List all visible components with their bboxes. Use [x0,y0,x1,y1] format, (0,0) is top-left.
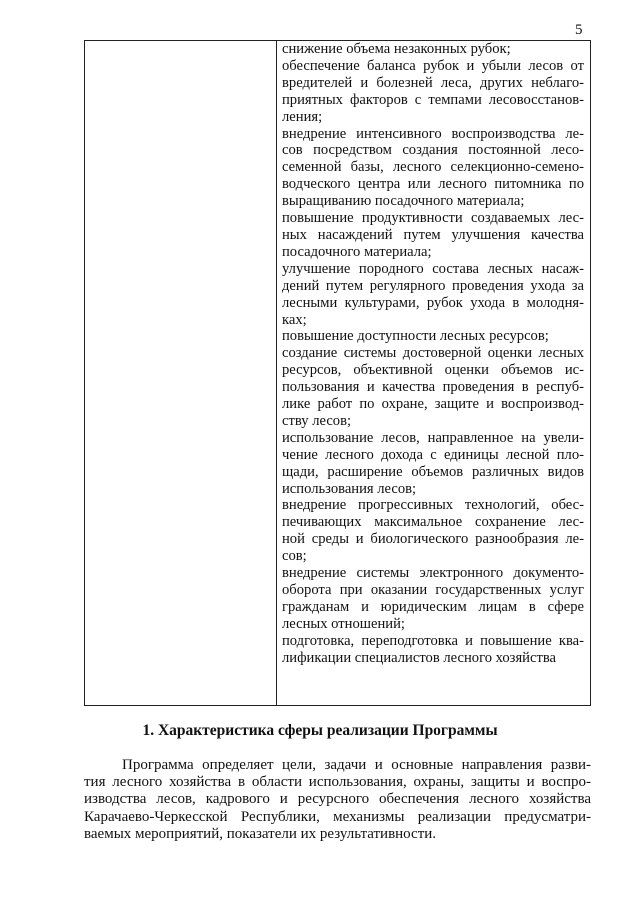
table-text-line: подготовка, переподготовка и повышение ква- [282,632,584,649]
table-text-line: пользования и качества проведения в респуб- [282,379,584,396]
table-text-line: улучшение породного состава лесных насаж- [282,260,584,277]
table-text-line: посадочного материала; [282,243,432,260]
table-text-line: гражданам и юридическим лицам в сфере [282,598,584,615]
table-text-line: выращиванию посадочного материала; [282,193,525,210]
table-text-line: водческого центра или лесного питомника по [282,176,584,193]
table-text-line: повышение доступности лесных ресурсов; [282,328,549,345]
table-text-line: оборота при оказании государственных услуг [282,582,584,598]
table-text-line: повышение продуктивности создаваемых лес- [282,210,584,227]
table-text-line: щади, расширение объемов различных видов [282,463,584,480]
table-text-line: лификации специалистов лесного хозяйства [282,649,556,666]
table-text-line: использование лесов, направленное на увели- [282,429,584,446]
paragraph-line: Карачаево-Черкесской Республики, механизмы реализации предусматри- [84,808,591,825]
table-text-line: внедрение интенсивного воспроизводства ле- [282,125,584,142]
page-number: 5 [575,22,583,38]
paragraph-line: ваемых мероприятий, показатели их результативности. [84,825,437,842]
table-text-line: сов; [282,548,307,565]
table-text-line: ных насаждений путем улучшения качества [282,226,584,243]
table-text-line: снижение объема незаконных рубок; [282,41,511,57]
table-text-line: вредителей и болезней леса, других неблаго- [282,74,584,91]
table-text-line: сов посредством создания постоянной лесо- [282,142,584,159]
table-text-line: использования лесов; [282,480,417,497]
section-heading: 1. Характеристика сферы реализации Программы [142,722,498,739]
section-paragraph [84,757,591,843]
table-text-line: ной среды и биологического разнообразия ле- [282,531,584,548]
table-text-line: чение лесного дохода с единицы лесной пло- [282,446,584,463]
table-text-line: обеспечение баланса рубок и убыли лесов от [282,57,584,74]
table-text-line: ках; [282,311,307,328]
measures-table [84,40,591,706]
table-text-line: печивающих максимальное сохранение лес- [282,514,584,531]
table-text-line: внедрение прогрессивных технологий, обес- [282,497,584,514]
table-text-line: ресурсов, объективной оценки объемов ис- [282,362,584,379]
table-text-line: ству лесов; [282,412,352,429]
table-text-line: семенной базы, лесного селекционно-семено- [282,159,584,176]
paragraph-line: тия лесного хозяйства в области использования, охраны, защиты и воспро- [84,774,591,791]
table-text-line: лесными культурами, рубок ухода в молодня- [282,294,584,311]
table-text-line: ления; [282,108,323,125]
paragraph-line: Программа определяет цели, задачи и основные направления разви- [122,757,591,773]
table-text-line: приятных факторов с темпами лесовосстанов- [282,91,584,108]
table-text-line: лике работ по охране, защите и воспроизвод- [282,396,584,413]
table-right-cell [282,41,584,667]
table-left-cell [85,41,277,705]
table-text-line: внедрение системы электронного документо- [282,565,584,582]
table-text-line: создание системы достоверной оценки лесных [282,345,584,362]
table-text-line: дений путем регулярного проведения ухода за [282,277,584,294]
table-text-line: лесных отношений; [282,615,405,632]
paragraph-line: изводства лесов, кадрового и ресурсного обеспечения лесного хозяйства [84,791,591,808]
